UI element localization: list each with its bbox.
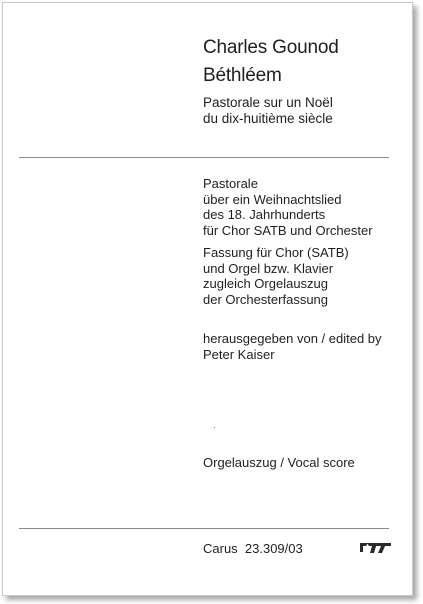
work-title: Béthléem xyxy=(203,65,282,86)
divider-top xyxy=(19,157,389,158)
carus-logo-icon xyxy=(358,540,393,555)
print-speck xyxy=(214,427,215,428)
subtitle-line: Pastorale sur un Noël xyxy=(203,95,333,110)
work-description xyxy=(203,176,373,238)
catalog-number: Carus 23.309/03 xyxy=(203,541,303,556)
version-line: Fassung für Chor (SATB) xyxy=(203,245,349,260)
divider-bottom xyxy=(19,528,389,529)
composer-name: Charles Gounod xyxy=(203,37,339,58)
description-line: Pastorale xyxy=(203,176,258,191)
version-line: der Orchesterfassung xyxy=(203,291,329,307)
version-line: und Orgel bzw. Klavier xyxy=(203,260,334,276)
version-info xyxy=(203,245,349,307)
editor-name: Peter Kaiser xyxy=(203,346,275,362)
description-line: über ein Weihnachtslied xyxy=(203,191,342,207)
description-line: für Chor SATB und Orchester xyxy=(203,222,373,238)
work-subtitle xyxy=(203,95,333,126)
score-type: Orgelauszug / Vocal score xyxy=(203,455,355,470)
description-line: des 18. Jahrhunderts xyxy=(203,207,326,222)
version-line: zugleich Orgelauszug xyxy=(203,276,329,291)
editor-line: herausgegeben von / edited by xyxy=(203,331,382,346)
editor-info xyxy=(203,331,382,362)
subtitle-line: du dix-huitième siècle xyxy=(203,110,333,126)
score-cover xyxy=(2,2,413,596)
